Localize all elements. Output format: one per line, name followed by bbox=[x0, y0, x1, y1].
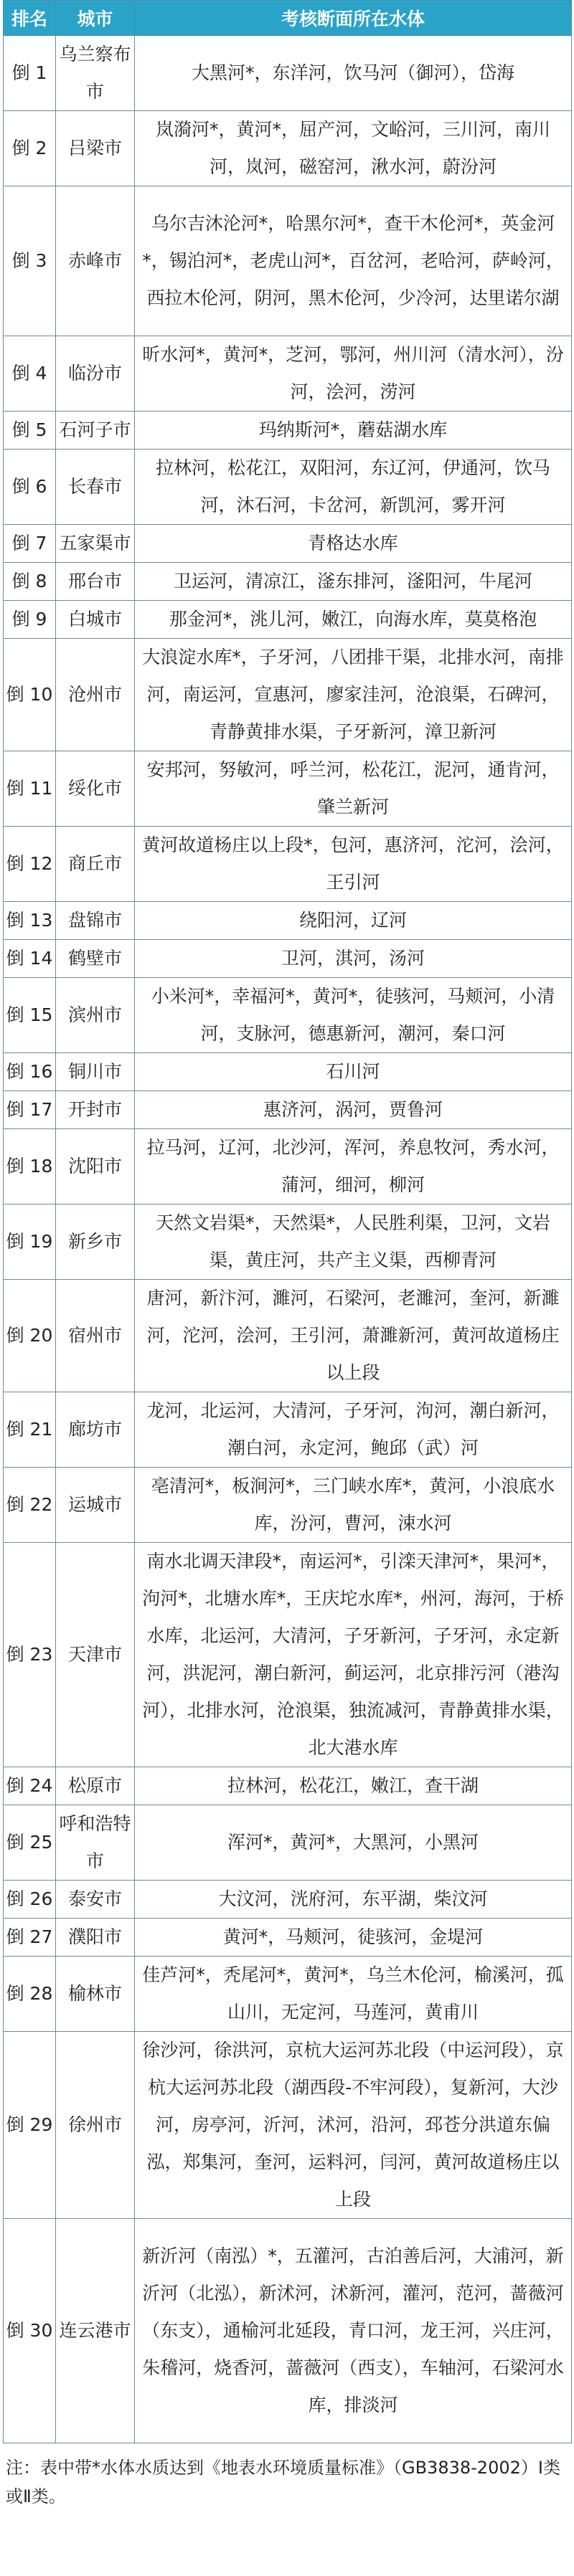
city-cell: 白城市 bbox=[56, 601, 135, 639]
rank-cell: 倒 12 bbox=[4, 827, 56, 902]
table-header-row bbox=[4, 1, 572, 36]
rank-cell: 倒 10 bbox=[4, 639, 56, 751]
city-cell: 濮阳市 bbox=[56, 1919, 135, 1957]
table-row bbox=[4, 827, 572, 902]
water-body-cell: 小米河*，幸福河*，黄河*，徒骇河，马颊河，小清河，支脉河，德惠新河，潮河，秦口河 bbox=[135, 978, 572, 1053]
rank-cell: 倒 8 bbox=[4, 563, 56, 601]
table-row bbox=[4, 1543, 572, 1767]
city-cell: 宿州市 bbox=[56, 1280, 135, 1392]
table-row bbox=[4, 601, 572, 639]
table-row bbox=[4, 1957, 572, 2032]
rank-cell: 倒 22 bbox=[4, 1468, 56, 1543]
city-cell: 连云港市 bbox=[56, 2219, 135, 2443]
city-cell: 沧州市 bbox=[56, 639, 135, 751]
rank-cell: 倒 21 bbox=[4, 1392, 56, 1468]
water-body-cell: 黄河故道杨庄以上段*，包河，惠济河，沱河，浍河，王引河 bbox=[135, 827, 572, 902]
city-cell: 邢台市 bbox=[56, 563, 135, 601]
rank-cell: 倒 7 bbox=[4, 525, 56, 563]
water-body-cell: 昕水河*，黄河*，芝河，鄂河，州川河（清水河），汾河，浍河，涝河 bbox=[135, 336, 572, 412]
city-water-ranking-table bbox=[3, 0, 572, 2443]
water-body-cell: 徐沙河，徐洪河，京杭大运河苏北段（中运河段），京杭大运河苏北段（湖西段-不牢河段），复新河，大沙河，房亭河，沂河，沭河，沿河，邳苍分洪道东偏泓，郑集河，奎河，运料河，闫河，黄河故道杨庄以上段 bbox=[135, 2032, 572, 2219]
rank-cell: 倒 9 bbox=[4, 601, 56, 639]
table-row bbox=[4, 940, 572, 978]
report-table-container bbox=[3, 0, 571, 2511]
table-row bbox=[4, 2219, 572, 2443]
water-body-cell: 佳芦河*，秃尾河*，黄河*，乌兰木伦河，榆溪河，孤山川，无定河，马莲河，黄甫川 bbox=[135, 1957, 572, 2032]
water-body-cell: 拉马河，辽河，北沙河，浑河，养息牧河，秀水河，蒲河，细河，柳河 bbox=[135, 1129, 572, 1204]
city-cell: 新乡市 bbox=[56, 1204, 135, 1280]
water-body-cell: 新沂河（南泓）*，五灌河，古泊善后河，大浦河，新沂河（北泓），新沭河，沭新河，灌河，范河，蔷薇河（东支），通榆河北延段，青口河，龙王河，兴庄河，朱稽河，烧香河，蔷薇河（西支），车轴河，石梁河水库，排淡河 bbox=[135, 2219, 572, 2443]
water-body-cell: 卫运河，清凉江，滏东排河，滏阳河，牛尾河 bbox=[135, 563, 572, 601]
rank-cell: 倒 6 bbox=[4, 450, 56, 525]
water-body-cell: 亳清河*，板涧河*，三门峡水库*，黄河，小浪底水库，汾河，曹河，涑水河 bbox=[135, 1468, 572, 1543]
table-row bbox=[4, 36, 572, 111]
water-body-cell: 唐河，新汴河，濉河，石梁河，老濉河，奎河，新濉河，沱河，浍河，王引河，萧濉新河，黄河故道杨庄以上段 bbox=[135, 1280, 572, 1392]
rank-cell: 倒 16 bbox=[4, 1053, 56, 1091]
rank-cell: 倒 23 bbox=[4, 1543, 56, 1767]
city-cell: 五家渠市 bbox=[56, 525, 135, 563]
water-body-cell: 大黑河*，东洋河，饮马河（御河），岱海 bbox=[135, 36, 572, 111]
table-body bbox=[4, 36, 572, 2443]
table-row bbox=[4, 1919, 572, 1957]
table-row bbox=[4, 1053, 572, 1091]
table-row bbox=[4, 412, 572, 450]
table-row bbox=[4, 186, 572, 336]
header-city: 城市 bbox=[56, 1, 135, 36]
city-cell: 天津市 bbox=[56, 1543, 135, 1767]
table-row bbox=[4, 751, 572, 827]
city-cell: 廊坊市 bbox=[56, 1392, 135, 1468]
table-row bbox=[4, 639, 572, 751]
rank-cell: 倒 3 bbox=[4, 186, 56, 336]
rank-cell: 倒 14 bbox=[4, 940, 56, 978]
table-row bbox=[4, 525, 572, 563]
rank-cell: 倒 19 bbox=[4, 1204, 56, 1280]
water-body-cell: 安邦河，努敏河，呼兰河，松花江，泥河，通肯河，肇兰新河 bbox=[135, 751, 572, 827]
water-body-cell: 拉林河，松花江，双阳河，东辽河，伊通河，饮马河，沐石河，卡岔河，新凯河，雾开河 bbox=[135, 450, 572, 525]
water-body-cell: 岚漪河*，黄河*，屈产河，文峪河，三川河，南川河，岚河，磁窑河，湫水河，蔚汾河 bbox=[135, 111, 572, 186]
city-cell: 铜川市 bbox=[56, 1053, 135, 1091]
table-row bbox=[4, 1392, 572, 1468]
table-row bbox=[4, 450, 572, 525]
table-footnote: 注：表中带*水体水质达到《地表水环境质量标准》（GB3838-2002）Ⅰ类或Ⅱ类。 bbox=[6, 2458, 560, 2506]
city-cell: 徐州市 bbox=[56, 2032, 135, 2219]
rank-cell: 倒 18 bbox=[4, 1129, 56, 1204]
rank-cell: 倒 30 bbox=[4, 2219, 56, 2443]
water-body-cell: 玛纳斯河*，蘑菇湖水库 bbox=[135, 412, 572, 450]
rank-cell: 倒 24 bbox=[4, 1767, 56, 1805]
city-cell: 绥化市 bbox=[56, 751, 135, 827]
rank-cell: 倒 15 bbox=[4, 978, 56, 1053]
water-body-cell: 龙河，北运河，大清河，子牙河，泃河，潮白新河，潮白河，永定河，鲍邱（武）河 bbox=[135, 1392, 572, 1468]
city-cell: 石河子市 bbox=[56, 412, 135, 450]
city-cell: 乌兰察布市 bbox=[56, 36, 135, 111]
city-cell: 长春市 bbox=[56, 450, 135, 525]
table-row bbox=[4, 1881, 572, 1919]
city-cell: 榆林市 bbox=[56, 1957, 135, 2032]
table-row bbox=[4, 1091, 572, 1129]
city-cell: 吕梁市 bbox=[56, 111, 135, 186]
water-body-cell: 浑河*，黄河*，大黑河，小黑河 bbox=[135, 1805, 572, 1881]
table-row bbox=[4, 111, 572, 186]
water-body-cell: 天然文岩渠*，天然渠*，人民胜利渠，卫河，文岩渠，黄庄河，共产主义渠，西柳青河 bbox=[135, 1204, 572, 1280]
rank-cell: 倒 26 bbox=[4, 1881, 56, 1919]
water-body-cell: 绕阳河，辽河 bbox=[135, 902, 572, 940]
city-cell: 运城市 bbox=[56, 1468, 135, 1543]
rank-cell: 倒 20 bbox=[4, 1280, 56, 1392]
water-body-cell: 卫河，淇河，汤河 bbox=[135, 940, 572, 978]
rank-cell: 倒 1 bbox=[4, 36, 56, 111]
city-cell: 赤峰市 bbox=[56, 186, 135, 336]
rank-cell: 倒 4 bbox=[4, 336, 56, 412]
table-row bbox=[4, 336, 572, 412]
water-body-cell: 大浪淀水库*，子牙河，八团排干渠，北排水河，南排河，南运河，宣惠河，廖家洼河，沧浪渠，石碑河，青静黄排水渠，子牙新河，漳卫新河 bbox=[135, 639, 572, 751]
table-row bbox=[4, 1204, 572, 1280]
water-body-cell: 大汶河，洸府河，东平湖，柴汶河 bbox=[135, 1881, 572, 1919]
city-cell: 泰安市 bbox=[56, 1881, 135, 1919]
rank-cell: 倒 27 bbox=[4, 1919, 56, 1957]
rank-cell: 倒 28 bbox=[4, 1957, 56, 2032]
table-row bbox=[4, 1280, 572, 1392]
water-body-cell: 乌尔吉沐沦河*，哈黑尔河*，查干木伦河*，英金河*，锡泊河*，老虎山河*，百岔河，老哈河，萨岭河，西拉木伦河，阴河，黑木伦河，少冷河，达里诺尔湖 bbox=[135, 186, 572, 336]
water-body-cell: 那金河*，洮儿河，嫩江，向海水库，莫莫格泡 bbox=[135, 601, 572, 639]
city-cell: 沈阳市 bbox=[56, 1129, 135, 1204]
table-row bbox=[4, 902, 572, 940]
city-cell: 开封市 bbox=[56, 1091, 135, 1129]
rank-cell: 倒 17 bbox=[4, 1091, 56, 1129]
table-row bbox=[4, 1129, 572, 1204]
water-body-cell: 石川河 bbox=[135, 1053, 572, 1091]
water-body-cell: 惠济河，涡河，贾鲁河 bbox=[135, 1091, 572, 1129]
rank-cell: 倒 11 bbox=[4, 751, 56, 827]
city-cell: 呼和浩特市 bbox=[56, 1805, 135, 1881]
header-rank: 排名 bbox=[4, 1, 56, 36]
table-row bbox=[4, 978, 572, 1053]
rank-cell: 倒 29 bbox=[4, 2032, 56, 2219]
rank-cell: 倒 13 bbox=[4, 902, 56, 940]
city-cell: 临汾市 bbox=[56, 336, 135, 412]
table-row bbox=[4, 1468, 572, 1543]
rank-cell: 倒 5 bbox=[4, 412, 56, 450]
water-body-cell: 拉林河，松花江，嫩江，查干湖 bbox=[135, 1767, 572, 1805]
city-cell: 松原市 bbox=[56, 1767, 135, 1805]
water-body-cell: 黄河*，马颊河，徒骇河，金堤河 bbox=[135, 1919, 572, 1957]
water-body-cell: 南水北调天津段*，南运河*，引滦天津河*，果河*，泃河*，北塘水库*，王庆坨水库*，州河，海河，于桥水库，北运河，大清河，子牙新河，子牙河，永定新河，洪泥河，潮白新河，蓟运河，北京排污河（港沟河），北排水河，沧浪渠，独流减河，青静黄排水渠，北大港水库 bbox=[135, 1543, 572, 1767]
table-row bbox=[4, 563, 572, 601]
rank-cell: 倒 2 bbox=[4, 111, 56, 186]
city-cell: 盘锦市 bbox=[56, 902, 135, 940]
table-row bbox=[4, 2032, 572, 2219]
table-row bbox=[4, 1767, 572, 1805]
city-cell: 鹤壁市 bbox=[56, 940, 135, 978]
water-body-cell: 青格达水库 bbox=[135, 525, 572, 563]
header-water-body: 考核断面所在水体 bbox=[135, 1, 572, 36]
city-cell: 商丘市 bbox=[56, 827, 135, 902]
rank-cell: 倒 25 bbox=[4, 1805, 56, 1881]
city-cell: 滨州市 bbox=[56, 978, 135, 1053]
table-row bbox=[4, 1805, 572, 1881]
